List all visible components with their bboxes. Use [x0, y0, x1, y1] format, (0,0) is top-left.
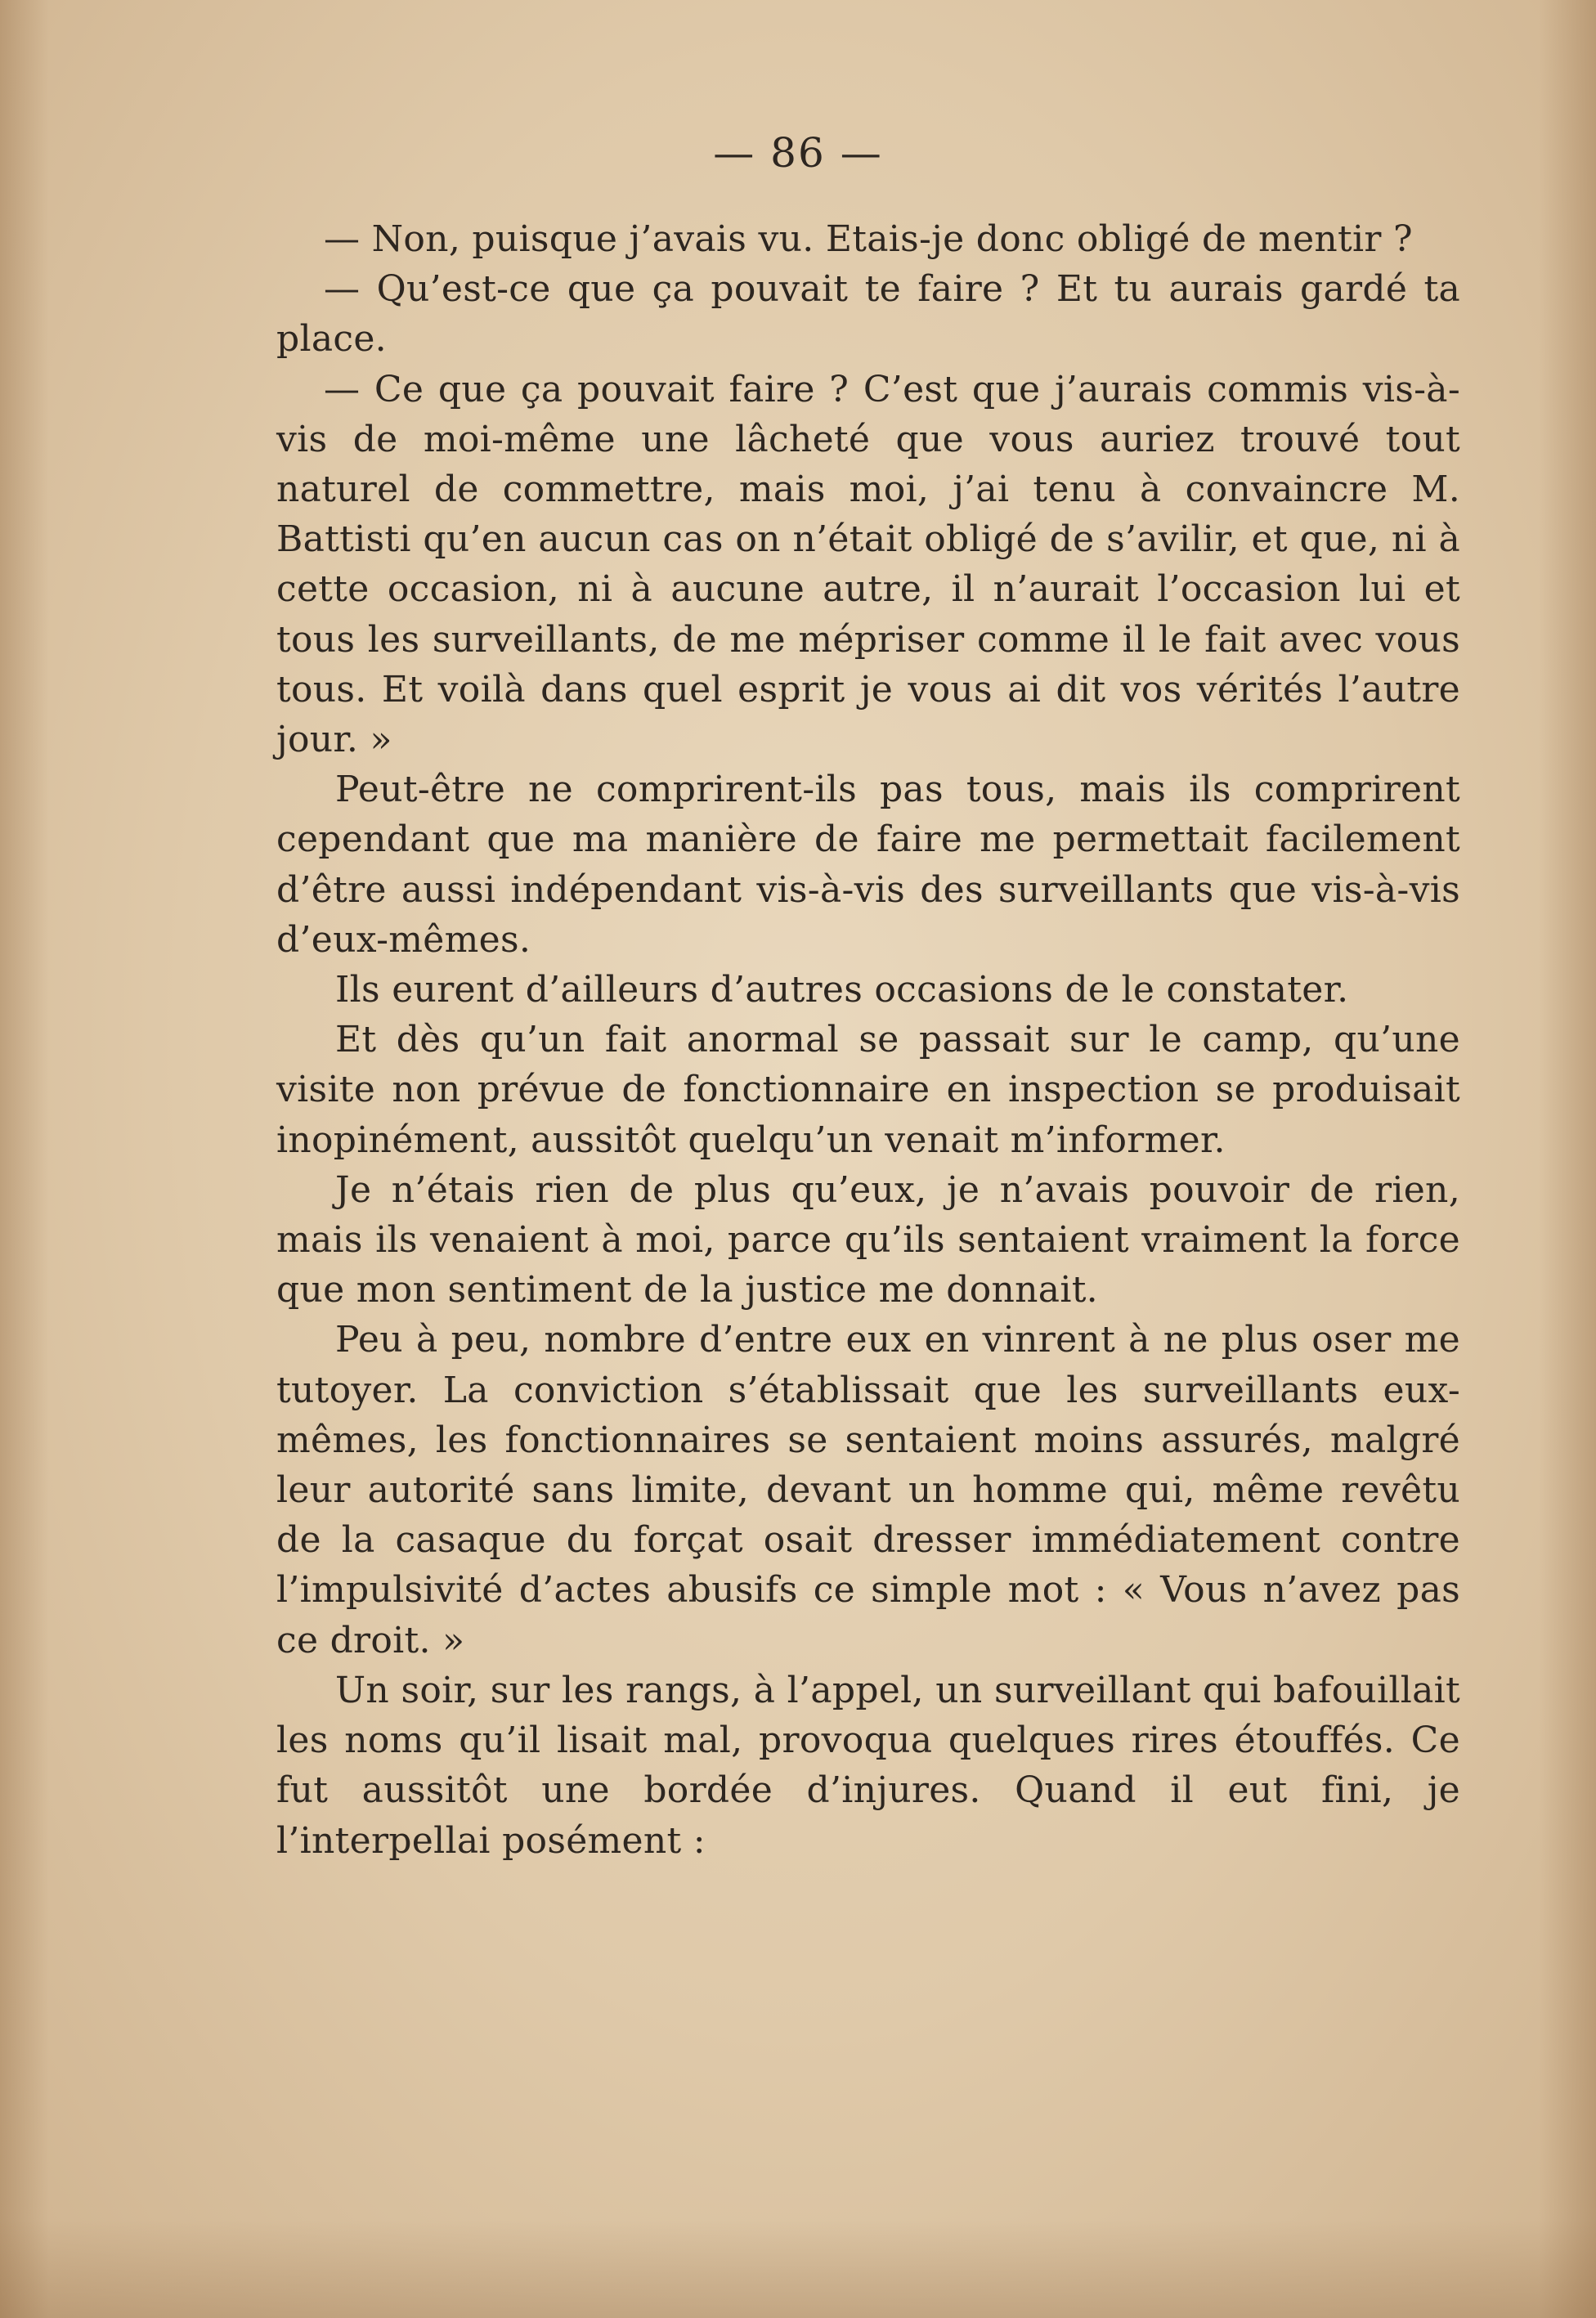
body-text: [276, 214, 1460, 1866]
paragraph: Et dès qu’un fait anormal se passait sur le camp, qu’une visite non prévue de fonctionnaire en inspection se produisait inopinément, aussitôt quelqu’un venait m’informer.: [276, 1019, 1460, 1161]
paragraph: Un soir, sur les rangs, à l’appel, un surveillant qui bafouillait les noms qu’il lisait mal, provoqua quelques rires étouffés. Ce fut aussitôt une bordée d’injures. Quand il eut fini, je l’interpellai posément :: [276, 1669, 1460, 1862]
paragraph: Peu à peu, nombre d’entre eux en vinrent à ne plus oser me tutoyer. La conviction s’établissait que les surveillants eux-mêmes, les fonctionnaires se sentaient moins assurés, malgré leur autorité sans limite, devant un homme qui, même revêtu de la casaque du forçat osait dresser immédiatement contre l’impulsivité d’actes abusifs ce simple mot : « Vous n’avez pas ce droit. »: [276, 1319, 1460, 1661]
paragraph: Peut-être ne comprirent-ils pas tous, mais ils comprirent cependant que ma manière de faire me permettait facilement d’être aussi indépendant vis-à-vis des surveillants que vis-à-vis d’eux-mêmes.: [276, 769, 1460, 961]
page-edge-shadow-right: [1539, 0, 1596, 2318]
paragraph: Je n’étais rien de plus qu’eux, je n’avais pouvoir de rien, mais ils venaient à moi, parce qu’ils sentaient vraiment la force que mon sentiment de la justice me donnait.: [276, 1168, 1460, 1311]
page-edge-shadow-left: [0, 0, 49, 2318]
paragraph: — Ce que ça pouvait faire ? C’est que j’aurais commis vis-à-vis de moi-même une lâcheté que vous auriez trouvé tout naturel de commettre, mais moi, j’ai tenu à convaincre M. Battisti qu’en aucun cas on n’était obligé de s’avilir, et que, ni à cette occasion, ni à aucune autre, il n’aurait l’occasion lui et tous les surveillants, de me mépriser comme il le fait avec vous tous. Et voilà dans quel esprit je vous ai dit vos vérités l’autre jour. »: [276, 368, 1460, 761]
page-edge-shadow-bottom: [0, 2220, 1596, 2318]
paragraph: Ils eurent d’ailleurs d’autres occasions de le constater.: [335, 969, 1349, 1011]
paragraph: — Non, puisque j’avais vu. Etais-je donc obligé de mentir ?: [324, 218, 1413, 260]
page-number: — 86 —: [713, 129, 883, 177]
paragraph: — Qu’est-ce que ça pouvait te faire ? Et tu aurais gardé ta place.: [276, 268, 1460, 361]
